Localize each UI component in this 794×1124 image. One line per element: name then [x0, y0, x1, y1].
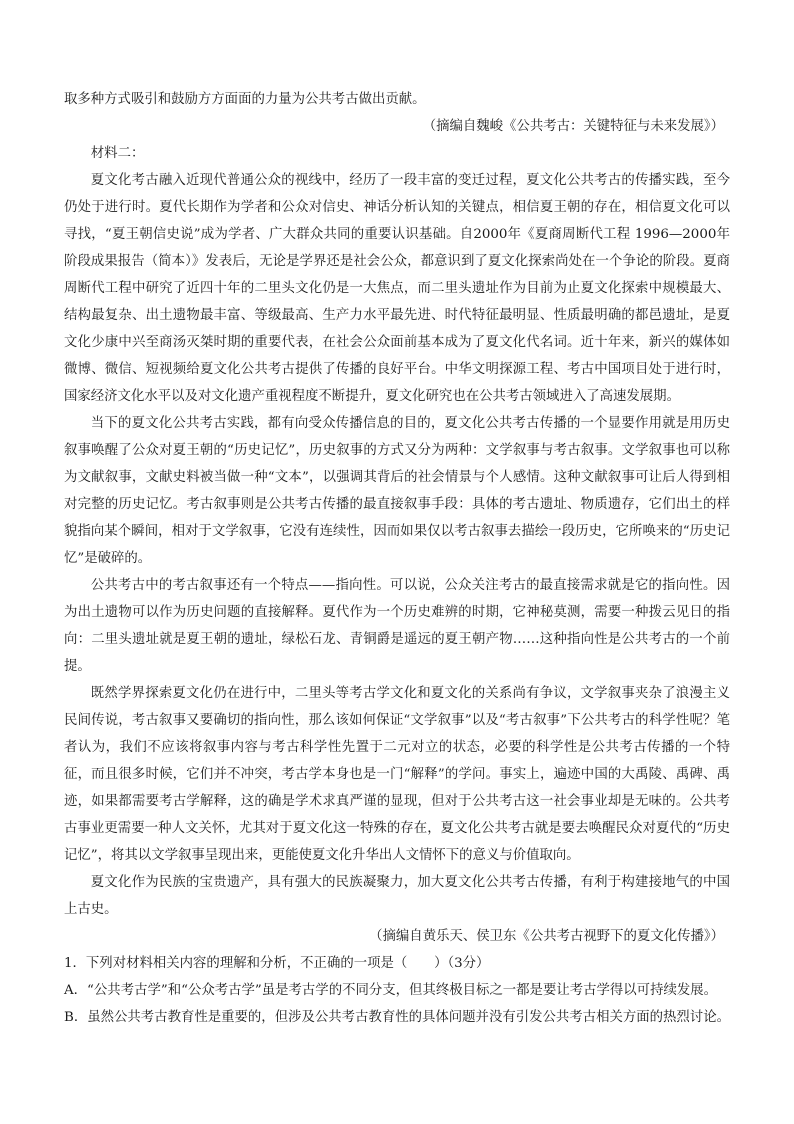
paragraph-4: 既然学界探索夏文化仍在进行中，二里头等考古学文化和夏文化的关系尚有争议，文学叙事夹杂了浪漫主义民间传说，考古叙事又要确切的指向性，那么该如何保证“文学叙事”以及“考古叙事”下公共考古的科学性呢？笔者认为，我们不应该将叙事内容与考古科学性先置于二元对立的状态，必要的科学性是公共考古传播的一个特征，而且很多时候，它们并不冲突，考古学本身也是一门“解释”的学问。事实上，遍迹中国的大禹陵、禹碑、禹迹，如果都需要考古学解释，这的确是学术求真严谨的显现，但对于公共考古这一社会事业却是无味的。公共考古事业更需要一种人文关怀，尤其对于夏文化这一特殊的存在，夏文化公共考古就是要去唤醒民众对夏代的“历史记忆”，将其以文学叙事呈现出来，更能使夏文化升华出人文情怀下的意义与价值取向。 [64, 686, 730, 863]
paragraph-2: 当下的夏文化公共考古实践，都有向受众传播信息的目的，夏文化公共考古传播的一个显要作用就是用历史叙事唤醒了公众对夏王朝的“历史记忆”，历史叙事的方式又分为两种：文学叙事与考古叙事。文学叙事也可以称为文献叙事，文献史料被当做一种“文本”，以强调其背后的社会情景与个人感情。这种文献叙事可让后人得到相对完整的历史记忆。考古叙事则是公共考古传播的最直接叙事手段：具体的考古遗址、物质遗存，它们出土的样貌指向某个瞬间，相对于文学叙事，它没有连续性，因而如果仅以考古叙事去描绘一段历史，它所唤来的“历史记忆”是破碎的。 [64, 416, 730, 566]
question-stem: 1．下列对材料相关内容的理解和分析，不正确的一项是（ ）（3分） [64, 956, 490, 971]
paragraph-3: 公共考古中的考古叙事还有一个特点——指向性。可以说，公众关注考古的最直接需求就是它的指向性。因为出土遗物可以作为历史问题的直接解释。夏代作为一个历史难辨的时期，它神秘莫测，需要一种拨云见日的指向：二里头遗址就是夏王朝的遗址，绿松石龙、青铜爵是遥远的夏王朝产物……这种指向性是公共考古的一个前提。 [64, 578, 730, 674]
source-citation-1: （摘编自魏峻《公共考古：关键特征与未来发展》） [422, 119, 724, 134]
source-citation-2: （摘编自黄乐天、侯卫东《公共考古视野下的夏文化传播》） [369, 929, 724, 944]
option-a: A．“公共考古学”和“公众考古学”虽是考古学的不同分支，但其终极目标之一都是要让考古学得以可持续发展。 [64, 983, 718, 998]
paragraph-1: 夏文化考古融入近现代普通公众的视线中，经历了一段丰富的变迁过程，夏文化公共考古的传播实践，至今仍处于进行时。夏代长期作为学者和公众对信史、神话分析认知的关键点，相信夏王朝的存在，相信夏文化可以寻找，“夏王朝信史说”成为学者、广大群众共同的重要认识基础。自2000年《夏商周断代工程 1996—2000年阶段成果报告（简本）》发表后，无论是学界还是社会公众，都意识到了夏文化探索尚处在一个争论的阶段。夏商周断代工程中研究了近四十年的二里头文化仍是一大焦点，而二里头遗址作为目前为止夏文化探索中规模最大、结构最复杂、出土遗物最丰富、等级最高、生产力水平最先进、时代特征最明显、性质最明确的都邑遗址，是夏文化少康中兴至商汤灭桀时期的重要代表，在社会公众面前基本成为了夏文化代名词。近十年来，新兴的媒体如微博、微信、短视频给夏文化公共考古提供了传播的良好平台。中华文明探源工程、考古中国项目处于进行时，国家经济文化水平以及对文化遗产重视程度不断提升，夏文化研究也在公共考古领域进入了高速发展期。 [64, 173, 730, 404]
paragraph-continuation: 取多种方式吸引和鼓励方方面面的力量为公共考古做出贡献。 [64, 92, 426, 107]
paragraph-5: 夏文化作为民族的宝贵遗产，具有强大的民族凝聚力，加大夏文化公共考古传播，有利于构建接地气的中国上古史。 [64, 875, 730, 917]
section-heading-material-2: 材料二： [90, 146, 145, 161]
option-b: B．虽然公共考古教育性是重要的，但涉及公共考古教育性的具体问题并没有引发公共考古相关方面的热烈讨论。 [64, 1010, 730, 1025]
